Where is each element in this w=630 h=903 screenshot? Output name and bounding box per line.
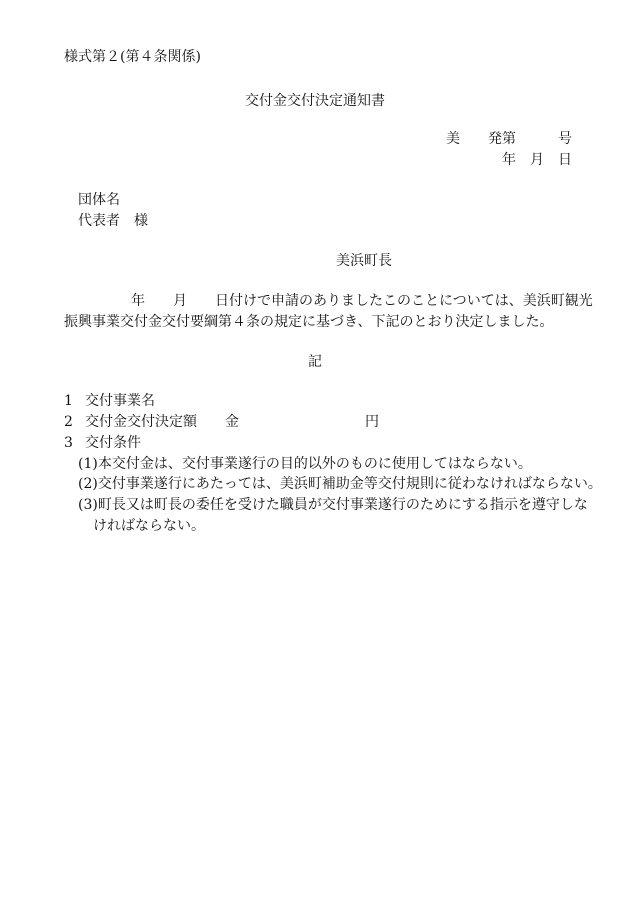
issuer-name: 美浜町長 xyxy=(336,253,392,269)
item-number: 3 xyxy=(64,435,73,451)
item-grant-conditions: 交付条件 xyxy=(85,435,141,451)
form-label: 様式第２(第４条関係) xyxy=(64,49,201,65)
condition-2: (2)交付事業遂行にあたっては、美浜町補助金等交付規則に従わなければならない。 xyxy=(78,476,602,492)
document-title: 交付金交付決定通知書 xyxy=(245,93,385,109)
document-date: 年 月 日 xyxy=(502,152,572,168)
item-number: 2 xyxy=(64,414,73,430)
item-grant-amount: 交付金交付決定額 金 円 xyxy=(85,414,379,430)
document-number: 美 発第 号 xyxy=(446,131,572,147)
item-project-name: 交付事業名 xyxy=(85,393,155,409)
body-text-line-1: 年 月 日付けで申請のありましたこのことについては、美浜町観光 xyxy=(131,293,593,309)
recipient-organization: 団体名 xyxy=(78,192,120,208)
recipient-representative: 代表者 様 xyxy=(78,213,148,229)
ki-heading: 記 xyxy=(308,354,322,370)
body-text-line-2: 振興事業交付金交付要綱第４条の規定に基づき、下記のとおり決定しました。 xyxy=(64,314,554,330)
condition-3-line-2: ければならない。 xyxy=(93,518,205,534)
item-number: 1 xyxy=(64,393,73,409)
condition-3-line-1: (3)町長又は町長の委任を受けた職員が交付事業遂行のためにする指示を遵守しな xyxy=(78,497,588,513)
condition-1: (1)本交付金は、交付事業遂行の目的以外のものに使用してはならない。 xyxy=(78,456,532,472)
